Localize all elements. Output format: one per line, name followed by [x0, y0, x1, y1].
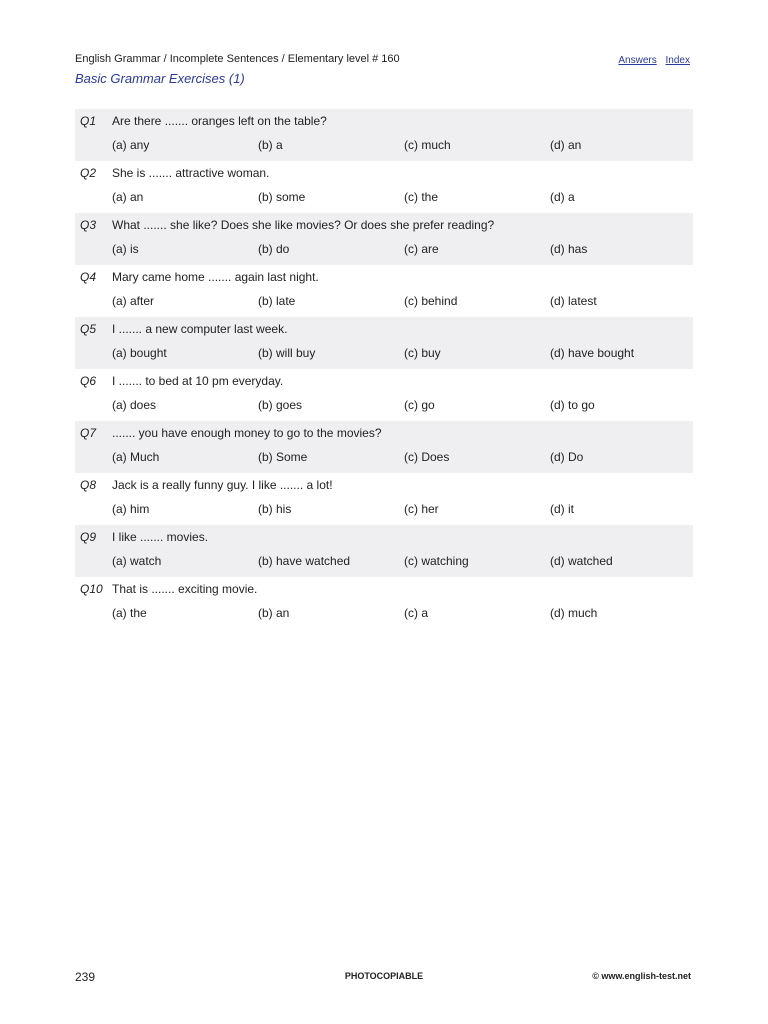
answers-link[interactable]: Answers [618, 55, 657, 66]
question-row [75, 473, 693, 525]
option-c: (c) go [404, 398, 435, 412]
option-d: (d) watched [550, 554, 613, 568]
option-b: (b) late [258, 294, 296, 308]
option-a: (a) does [112, 398, 157, 412]
question-row [75, 317, 693, 369]
question-row [75, 213, 693, 265]
question-number: Q7 [80, 426, 97, 440]
option-c: (c) are [404, 242, 439, 256]
question-row [75, 525, 693, 577]
question-number: Q10 [80, 582, 103, 596]
option-d: (d) it [550, 502, 574, 516]
question-text: ....... you have enough money to go to the movies? [112, 426, 382, 440]
index-link[interactable]: Index [665, 55, 690, 66]
question-row [75, 369, 693, 421]
question-text: That is ....... exciting movie. [112, 582, 258, 596]
option-b: (b) goes [258, 398, 303, 412]
question-list [75, 109, 693, 629]
option-c: (c) much [404, 138, 451, 152]
option-b: (b) some [258, 190, 306, 204]
question-text: She is ....... attractive woman. [112, 166, 270, 180]
option-c: (c) a [404, 606, 428, 620]
copyright-text: © www.english-test.net [592, 971, 691, 981]
option-b: (b) a [258, 138, 283, 152]
question-text: I ....... to bed at 10 pm everyday. [112, 374, 284, 388]
option-d: (d) to go [550, 398, 595, 412]
option-a: (a) bought [112, 346, 167, 360]
option-c: (c) the [404, 190, 439, 204]
question-number: Q2 [80, 166, 97, 180]
question-number: Q1 [80, 114, 97, 128]
question-number: Q4 [80, 270, 97, 284]
option-c: (c) watching [404, 554, 469, 568]
photocopiable-label: PHOTOCOPIABLE [344, 971, 424, 981]
question-text: What ....... she like? Does she like movies? Or does she prefer reading? [112, 218, 495, 232]
breadcrumb: English Grammar / Incomplete Sentences / Elementary level # 160 [75, 53, 400, 65]
question-number: Q3 [80, 218, 97, 232]
option-d: (d) an [550, 138, 582, 152]
question-text: Jack is a really funny guy. I like ....... a lot! [112, 478, 333, 492]
option-c: (c) her [404, 502, 439, 516]
question-row [75, 577, 693, 629]
option-b: (b) an [258, 606, 290, 620]
option-b: (b) will buy [258, 346, 316, 360]
option-d: (d) has [550, 242, 588, 256]
option-a: (a) is [112, 242, 139, 256]
question-number: Q8 [80, 478, 97, 492]
option-c: (c) behind [404, 294, 458, 308]
option-a: (a) watch [112, 554, 162, 568]
question-number: Q6 [80, 374, 97, 388]
option-c: (c) Does [404, 450, 450, 464]
question-row [75, 421, 693, 473]
question-row [75, 265, 693, 317]
option-d: (d) a [550, 190, 575, 204]
option-c: (c) buy [404, 346, 441, 360]
question-text: I ....... a new computer last week. [112, 322, 288, 336]
option-a: (a) any [112, 138, 150, 152]
option-b: (b) his [258, 502, 292, 516]
option-a: (a) him [112, 502, 150, 516]
option-d: (d) much [550, 606, 598, 620]
option-a: (a) after [112, 294, 155, 308]
question-row [75, 161, 693, 213]
question-number: Q5 [80, 322, 97, 336]
question-row [75, 109, 693, 161]
question-number: Q9 [80, 530, 97, 544]
header-links [612, 55, 690, 66]
option-a: (a) an [112, 190, 144, 204]
option-b: (b) do [258, 242, 290, 256]
option-d: (d) latest [550, 294, 597, 308]
page-title: Basic Grammar Exercises (1) [75, 71, 245, 86]
option-a: (a) Much [112, 450, 160, 464]
question-text: Mary came home ....... again last night. [112, 270, 319, 284]
option-a: (a) the [112, 606, 147, 620]
page-number: 239 [75, 970, 96, 984]
option-b: (b) have watched [258, 554, 351, 568]
question-text: I like ....... movies. [112, 530, 209, 544]
option-d: (d) have bought [550, 346, 635, 360]
option-d: (d) Do [550, 450, 584, 464]
option-b: (b) Some [258, 450, 308, 464]
question-text: Are there ....... oranges left on the table? [112, 114, 327, 128]
